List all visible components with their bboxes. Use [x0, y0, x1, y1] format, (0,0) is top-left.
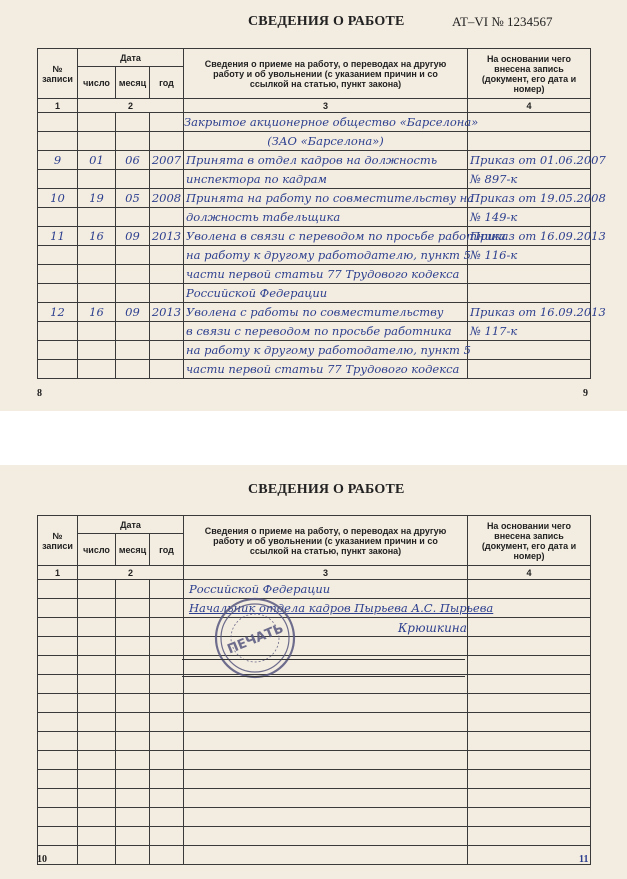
year-cell: 2008: [150, 189, 184, 208]
month-cell: [116, 170, 150, 189]
day-cell: [78, 770, 116, 789]
day-cell: [78, 789, 116, 808]
table-row: [38, 637, 591, 656]
day-cell: [78, 599, 116, 618]
info-cell: Начальник отдела кадров Пырьева А.С. Пырьева: [184, 599, 468, 618]
date-header: Дата: [78, 49, 184, 67]
column-numbers-row: [38, 99, 591, 113]
record-number-cell: [38, 580, 78, 599]
record-no-header: № записи: [38, 49, 78, 99]
work-book-page-8-9: [0, 0, 627, 411]
month-cell: 06: [116, 151, 150, 170]
record-number-cell: [38, 618, 78, 637]
year-cell: [150, 113, 184, 132]
year-cell: [150, 580, 184, 599]
month-cell: [116, 618, 150, 637]
day-cell: [78, 808, 116, 827]
day-cell: 16: [78, 303, 116, 322]
basis-cell: [468, 284, 591, 303]
info-cell: Принята на работу по совместительству на: [184, 189, 468, 208]
year-cell: [150, 341, 184, 360]
info-cell: в связи с переводом по просьбе работника: [184, 322, 468, 341]
table-row: [38, 618, 591, 637]
table-row: [38, 208, 591, 227]
basis-cell: [468, 846, 591, 865]
info-cell: [184, 751, 468, 770]
month-cell: [116, 732, 150, 751]
basis-cell: [468, 265, 591, 284]
record-number-cell: [38, 827, 78, 846]
basis-cell: [468, 789, 591, 808]
table-row: [38, 675, 591, 694]
day-cell: [78, 675, 116, 694]
day-cell: 16: [78, 227, 116, 246]
info-cell: [184, 694, 468, 713]
day-cell: [78, 694, 116, 713]
info-cell: на работу к другому работодателю, пункт 5: [184, 246, 468, 265]
work-records-table: [37, 515, 591, 865]
record-number-cell: [38, 637, 78, 656]
day-cell: [78, 637, 116, 656]
month-cell: [116, 360, 150, 379]
record-number-cell: [38, 770, 78, 789]
info-cell: части первой статьи 77 Трудового кодекса: [184, 360, 468, 379]
info-cell: [184, 713, 468, 732]
col-number: 3: [184, 99, 468, 113]
year-cell: [150, 675, 184, 694]
table-row: [38, 713, 591, 732]
year-cell: 2013: [150, 227, 184, 246]
month-cell: [116, 846, 150, 865]
year-cell: [150, 713, 184, 732]
col-number: 4: [468, 99, 591, 113]
record-number-cell: [38, 599, 78, 618]
month-cell: [116, 246, 150, 265]
year-cell: [150, 360, 184, 379]
table-row: [38, 580, 591, 599]
basis-cell: [468, 580, 591, 599]
page-title: СВЕДЕНИЯ О РАБОТЕ: [248, 14, 405, 29]
table-row: [38, 751, 591, 770]
year-cell: [150, 827, 184, 846]
handwritten-signature: Крюшкина: [398, 621, 467, 635]
record-number-cell: [38, 656, 78, 675]
basis-header: На основании чего внесена запись (документ, его дата и номер): [468, 49, 591, 99]
info-cell: [184, 789, 468, 808]
month-cell: [116, 789, 150, 808]
basis-cell: [468, 694, 591, 713]
info-cell: Закрытое акционерное общество «Барселона»: [184, 113, 468, 132]
basis-cell: [468, 808, 591, 827]
table-row: [38, 113, 591, 132]
seal-stamp-icon: [213, 596, 297, 680]
year-cell: [150, 732, 184, 751]
table-row: [38, 808, 591, 827]
record-number-cell: [38, 246, 78, 265]
basis-cell: Приказ от 19.05.2008: [468, 189, 591, 208]
year-cell: [150, 656, 184, 675]
year-cell: [150, 770, 184, 789]
month-cell: [116, 580, 150, 599]
table-row: [38, 360, 591, 379]
signature-line: [182, 676, 465, 677]
day-cell: [78, 265, 116, 284]
basis-cell: [468, 675, 591, 694]
table-row: [38, 599, 591, 618]
day-cell: [78, 322, 116, 341]
month-cell: 05: [116, 189, 150, 208]
year-cell: [150, 808, 184, 827]
table-row: [38, 189, 591, 208]
basis-cell: [468, 113, 591, 132]
month-cell: [116, 827, 150, 846]
table-row: [38, 284, 591, 303]
basis-cell: № 117-к: [468, 322, 591, 341]
month-cell: [116, 208, 150, 227]
record-number-cell: [38, 284, 78, 303]
day-cell: [78, 360, 116, 379]
record-number-cell: [38, 808, 78, 827]
info-cell: инспектора по кадрам: [184, 170, 468, 189]
day-cell: [78, 132, 116, 151]
basis-cell: [468, 618, 591, 637]
day-cell: [78, 580, 116, 599]
record-number-cell: [38, 732, 78, 751]
month-cell: [116, 599, 150, 618]
info-cell: Принята в отдел кадров на должность: [184, 151, 468, 170]
page-number-right: 9: [583, 388, 588, 399]
month-cell: [116, 113, 150, 132]
page-number-right: 11: [579, 854, 589, 865]
day-cell: [78, 656, 116, 675]
month-cell: [116, 751, 150, 770]
basis-cell: Приказ от 01.06.2007: [468, 151, 591, 170]
table-row: [38, 827, 591, 846]
year-header: год: [150, 67, 184, 99]
table-row: [38, 341, 591, 360]
year-cell: [150, 265, 184, 284]
info-cell: [184, 846, 468, 865]
day-cell: [78, 113, 116, 132]
table-row: [38, 732, 591, 751]
table-row: [38, 303, 591, 322]
table-row: [38, 170, 591, 189]
table-row: [38, 770, 591, 789]
day-cell: [78, 170, 116, 189]
record-number-cell: [38, 694, 78, 713]
basis-cell: [468, 732, 591, 751]
table-row: [38, 265, 591, 284]
info-cell: Уволена в связи с переводом по просьбе работника: [184, 227, 468, 246]
year-cell: [150, 599, 184, 618]
record-number-cell: [38, 132, 78, 151]
year-cell: [150, 846, 184, 865]
record-number-cell: [38, 265, 78, 284]
info-cell: [184, 827, 468, 846]
day-header: число: [78, 67, 116, 99]
month-header: месяц: [116, 534, 150, 566]
stamp-text: ПЕЧАТЬ: [225, 621, 286, 658]
basis-cell: [468, 656, 591, 675]
month-cell: [116, 675, 150, 694]
year-cell: [150, 246, 184, 265]
record-number-cell: [38, 675, 78, 694]
month-cell: [116, 713, 150, 732]
basis-cell: [468, 770, 591, 789]
column-numbers-row: [38, 566, 591, 580]
table-row: [38, 789, 591, 808]
day-cell: [78, 246, 116, 265]
year-cell: [150, 322, 184, 341]
basis-cell: [468, 341, 591, 360]
table-row: [38, 151, 591, 170]
day-cell: [78, 732, 116, 751]
basis-cell: [468, 360, 591, 379]
info-cell: [184, 732, 468, 751]
year-cell: [150, 751, 184, 770]
day-cell: [78, 827, 116, 846]
record-no-header: № записи: [38, 516, 78, 566]
page-number-left: 8: [37, 388, 42, 399]
year-cell: [150, 208, 184, 227]
day-cell: 01: [78, 151, 116, 170]
col-number: 3: [184, 566, 468, 580]
day-cell: [78, 208, 116, 227]
year-cell: [150, 789, 184, 808]
basis-cell: [468, 713, 591, 732]
col-number: 1: [38, 99, 78, 113]
month-cell: 09: [116, 227, 150, 246]
year-cell: [150, 637, 184, 656]
info-cell: [184, 770, 468, 789]
month-cell: [116, 770, 150, 789]
record-number-cell: [38, 360, 78, 379]
page-number-left: 10: [37, 854, 47, 865]
col-number: 2: [78, 99, 184, 113]
basis-cell: [468, 637, 591, 656]
day-cell: [78, 341, 116, 360]
basis-cell: [468, 827, 591, 846]
record-number-cell: [38, 341, 78, 360]
record-number-cell: [38, 208, 78, 227]
month-cell: [116, 656, 150, 675]
year-cell: [150, 170, 184, 189]
col-number: 1: [38, 566, 78, 580]
day-header: число: [78, 534, 116, 566]
table-row: [38, 322, 591, 341]
year-cell: 2007: [150, 151, 184, 170]
info-cell: Российской Федерации: [184, 284, 468, 303]
basis-cell: [468, 132, 591, 151]
basis-cell: № 897-к: [468, 170, 591, 189]
info-cell: Российской Федерации: [184, 580, 468, 599]
day-cell: 19: [78, 189, 116, 208]
info-header: Сведения о приеме на работу, о переводах на другую работу и об увольнении (с указанием причин и со ссылкой на статью, пункт закона): [184, 516, 468, 566]
col-number: 4: [468, 566, 591, 580]
month-header: месяц: [116, 67, 150, 99]
table-row: [38, 227, 591, 246]
day-cell: [78, 846, 116, 865]
record-number-cell: [38, 751, 78, 770]
month-cell: [116, 132, 150, 151]
basis-cell: № 116-к: [468, 246, 591, 265]
year-cell: [150, 694, 184, 713]
month-cell: [116, 284, 150, 303]
record-number-cell: 11: [38, 227, 78, 246]
info-cell: должность табельщика: [184, 208, 468, 227]
basis-cell: [468, 751, 591, 770]
day-cell: [78, 751, 116, 770]
basis-header: На основании чего внесена запись (документ, его дата и номер): [468, 516, 591, 566]
year-cell: [150, 132, 184, 151]
year-cell: [150, 618, 184, 637]
book-serial-number: AT–VI № 1234567: [452, 14, 553, 29]
record-number-cell: [38, 713, 78, 732]
record-number-cell: 9: [38, 151, 78, 170]
work-book-page-10-11: [0, 465, 627, 879]
table-row: [38, 132, 591, 151]
work-records-table: [37, 48, 606, 379]
table-row: [38, 846, 591, 865]
basis-cell: Приказ от 16.09.2013: [468, 303, 591, 322]
month-cell: [116, 808, 150, 827]
year-cell: [150, 284, 184, 303]
basis-cell: Приказ от 16.09.2013: [468, 227, 591, 246]
basis-cell: № 149-к: [468, 208, 591, 227]
table-row: [38, 694, 591, 713]
page-title: СВЕДЕНИЯ О РАБОТЕ: [248, 482, 405, 497]
record-number-cell: 10: [38, 189, 78, 208]
signature-line: [182, 659, 465, 660]
table-row: [38, 246, 591, 265]
month-cell: [116, 637, 150, 656]
month-cell: [116, 265, 150, 284]
date-header: Дата: [78, 516, 184, 534]
info-cell: (ЗАО «Барселона»): [184, 132, 468, 151]
record-number-cell: [38, 113, 78, 132]
record-number-cell: [38, 322, 78, 341]
record-number-cell: 12: [38, 303, 78, 322]
info-cell: части первой статьи 77 Трудового кодекса: [184, 265, 468, 284]
info-cell: [184, 808, 468, 827]
year-header: год: [150, 534, 184, 566]
col-number: 2: [78, 566, 184, 580]
month-cell: [116, 694, 150, 713]
day-cell: [78, 284, 116, 303]
year-cell: 2013: [150, 303, 184, 322]
record-number-cell: [38, 170, 78, 189]
info-header: Сведения о приеме на работу, о переводах на другую работу и об увольнении (с указанием причин и со ссылкой на статью, пункт закона): [184, 49, 468, 99]
month-cell: [116, 322, 150, 341]
month-cell: 09: [116, 303, 150, 322]
info-cell: Уволена с работы по совместительству: [184, 303, 468, 322]
month-cell: [116, 341, 150, 360]
info-cell: на работу к другому работодателю, пункт 5: [184, 341, 468, 360]
record-number-cell: [38, 789, 78, 808]
day-cell: [78, 618, 116, 637]
day-cell: [78, 713, 116, 732]
